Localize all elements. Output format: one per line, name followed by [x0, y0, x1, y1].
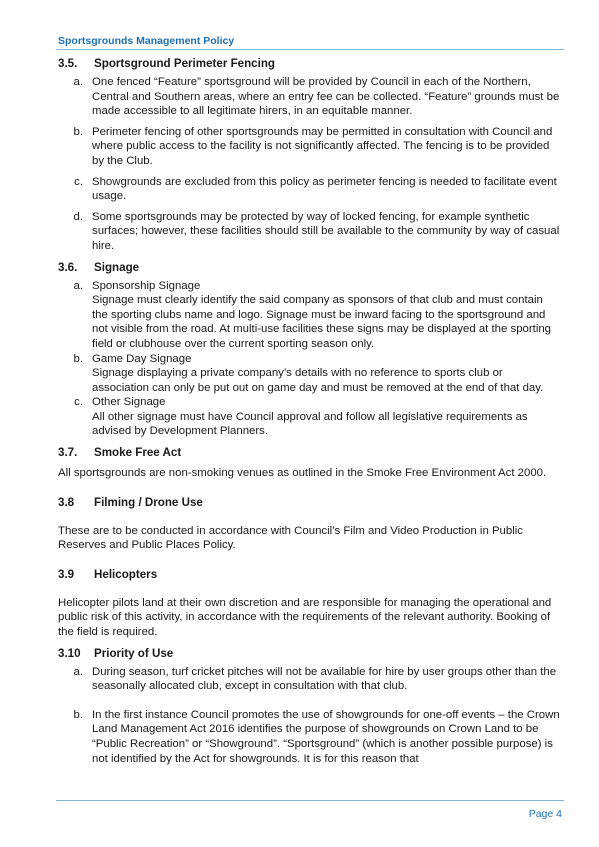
list-letter: a.	[73, 665, 83, 678]
helicopters-paragraph: Helicopter pilots land at their own discretion and are responsible for managing the operational and public risk of this activity, in accordance with the requirements of the relevant authority. Booking of the field is required.	[58, 596, 552, 639]
list-item	[58, 125, 560, 169]
signage-list	[58, 279, 560, 440]
list-subheading: Other Signage	[92, 396, 166, 409]
list-text: One fenced “Feature” sportsground will be provided by Council in each of the Northern, Central and Southern areas, where an entry fee can be collected. “Feature” grounds must be made accessible to all legitimate hirers, in an equitable manner.	[92, 76, 560, 118]
list-text: Signage must clearly identify the said company as sponsors of that club and must contain the sporting clubs name and logo. Signage must be inward facing to the sportsground and not visible from the road. At multi-use facilities these signs may be displayed at the sporting field or clubhouse over the current sporting season only.	[92, 294, 552, 350]
section-heading-3-10	[58, 646, 560, 661]
filming-paragraph: These are to be conducted in accordance with Council’s Film and Video Production in Public Reserves and Public Places Policy.	[58, 524, 523, 552]
list-letter: b.	[73, 352, 83, 365]
list-letter: c.	[74, 175, 83, 188]
section-number: 3.7.	[58, 446, 78, 460]
section-number: 3.8	[58, 495, 75, 509]
list-item	[58, 395, 560, 439]
header-divider	[56, 49, 564, 50]
priority-list	[58, 665, 560, 767]
list-subheading: Sponsorship Signage	[92, 279, 201, 292]
fencing-list	[58, 75, 560, 254]
section-number: 3.5.	[58, 57, 78, 70]
smoke-free-paragraph: All sportsgrounds are non-smoking venues as outlined in the Smoke Free Environment Act 2000.	[58, 467, 547, 480]
footer-divider	[56, 800, 564, 801]
list-text: During season, turf cricket pitches will not be available for hire by user groups other than the seasonally allocated club, except in consultation with that club.	[92, 665, 557, 693]
section-title: Priority of Use	[94, 646, 174, 660]
page-content	[58, 56, 560, 766]
page-number: Page 4	[528, 808, 562, 820]
section-heading-3-7	[58, 445, 560, 460]
list-item	[58, 175, 560, 204]
section-number: 3.6.	[58, 260, 78, 274]
list-letter: c.	[74, 396, 83, 409]
list-subheading: Game Day Signage	[92, 352, 192, 365]
list-letter: b.	[73, 708, 83, 721]
section-title: Signage	[94, 260, 140, 274]
section-title: Sportsground Perimeter Fencing	[94, 57, 276, 70]
list-item	[58, 665, 560, 694]
list-letter: b.	[73, 125, 83, 138]
section-number: 3.10	[58, 646, 81, 660]
list-text: Perimeter fencing of other sportsgrounds may be permitted in consultation with Council and where public access to the facility is not significantly affected. The fencing is to be provided by the Club.	[92, 125, 553, 167]
list-item	[58, 75, 560, 119]
list-text: Some sportsgrounds may be protected by way of locked fencing, for example synthetic surfaces; however, these facilities should still be available to the community by way of casual hire.	[92, 210, 560, 252]
section-heading-3-8	[58, 495, 560, 510]
section-title: Helicopters	[94, 567, 158, 581]
section-heading-3-6	[58, 260, 560, 275]
document-title: Sportsgrounds Management Policy	[58, 35, 235, 47]
section-heading-3-5	[58, 56, 560, 71]
list-text: All other signage must have Council approval and follow all legislative requirements as advised by Development Planners.	[92, 410, 528, 438]
list-text: Showgrounds are excluded from this policy as perimeter fencing is needed to facilitate event usage.	[92, 175, 557, 203]
list-text: Signage displaying a private company’s details with no reference to sports club or association can only be put out on game day and must be removed at the end of that day.	[92, 367, 544, 394]
list-letter: a.	[73, 76, 83, 88]
section-heading-3-9	[58, 567, 560, 582]
section-number: 3.9	[58, 567, 75, 581]
list-letter: d.	[73, 210, 83, 223]
list-item	[58, 352, 560, 396]
list-item	[58, 210, 560, 254]
list-letter: a.	[73, 279, 83, 292]
section-title: Filming / Drone Use	[94, 495, 203, 509]
list-text: In the first instance Council promotes the use of showgrounds for one-off events – the Crown Land Management Act 2016 identifies the purpose of showgrounds on Crown Land to be “Public Recreation” or “Showground”. “Sportsground” (which is another possible purpose) is not identified by the Act for showgrounds. It is for this reason that	[92, 708, 560, 765]
list-item	[58, 708, 560, 766]
list-item	[58, 279, 560, 352]
section-title: Smoke Free Act	[94, 446, 182, 460]
